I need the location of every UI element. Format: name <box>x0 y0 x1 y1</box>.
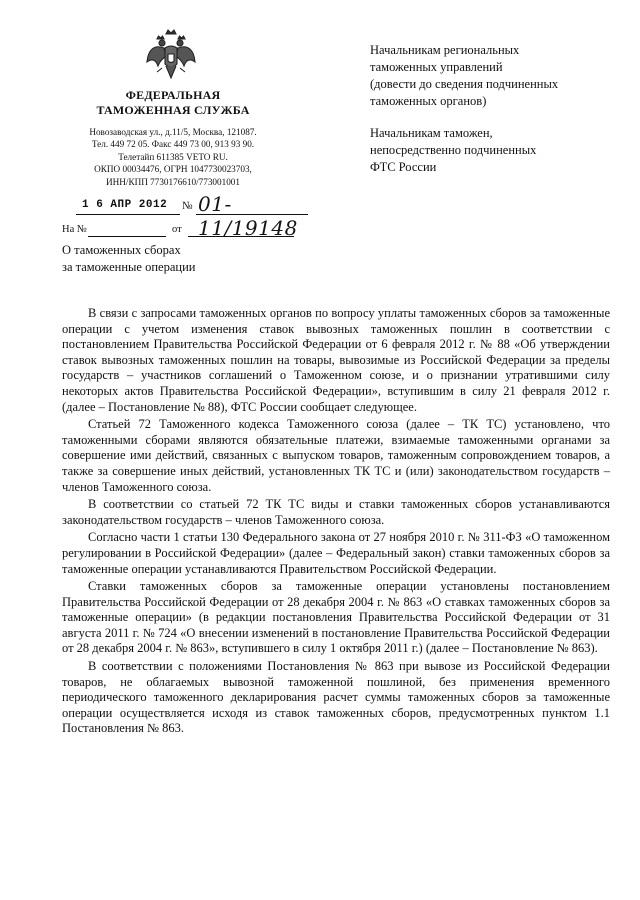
body-paragraph: Согласно части 1 статьи 130 Федерального закона от 27 ноября 2010 г. № 311-ФЗ «О таможенном регулировании в Российской Федерации» (далее – Федеральный закон) ставки таможенных сборов за таможенные операции устанавливаются Правительством Российской Федерации. <box>62 530 610 576</box>
addressee-line: непосредственно подчиненных <box>370 143 537 157</box>
letter-subject <box>62 242 195 276</box>
body-paragraph: В связи с запросами таможенных органов по вопросу уплаты таможенных сборов за таможенные операции с учетом изменения ставок вывозных таможенных пошлин в соответствии с постановлением Правительства Российской Федерации от 6 февраля 2012 г. № 88 «Об утверждении ставок вывозных таможенных пошлин на товары, вывозимые из Российской Федерации за пределы государств – участников соглашений о Таможенном союзе, и о признании утратившими силу некоторых актов Правительства Российской Федерации», вступившим в силу 21 февраля 2012 г. (далее – Постановление № 88), ФТС России сообщает следующее. <box>62 306 610 414</box>
addressee-line: Начальникам таможен, <box>370 126 493 140</box>
subject-line2: за таможенные операции <box>62 260 196 274</box>
organization-address <box>60 126 286 188</box>
reference-number-label: На № <box>62 224 87 235</box>
addressee-line: Начальникам региональных <box>370 43 520 57</box>
address-line: Телетайп 611385 VETO RU. <box>118 151 228 162</box>
reference-number-blank <box>88 236 166 237</box>
address-line: Новозаводская ул., д.11/5, Москва, 121087. <box>89 127 257 137</box>
org-name-line1: ФЕДЕРАЛЬНАЯ <box>125 88 221 102</box>
registration-number: 01-11/19148 <box>198 192 298 240</box>
eagle-emblem-icon <box>144 28 198 84</box>
addressee-line: ФТС России <box>370 160 437 174</box>
reference-row <box>62 224 302 240</box>
address-line: ОКПО 00034476, ОГРН 1047730023703, <box>94 164 252 175</box>
address-line: ИНН/КПП 7730176610/773001001 <box>106 176 240 187</box>
addressee-group-1 <box>370 42 610 110</box>
reference-from-label: от <box>172 224 182 235</box>
letter-body <box>62 306 610 739</box>
body-paragraph: В соответствии с положениями Постановления № 863 при вывозе из Российской Федерации товаров, не облагаемых вывозной таможенной пошлиной, без применения временного периодического таможенного декларирования расчет суммы таможенных сборов за таможенные операции осуществляется исходя из ставок таможенных сборов, предусмотренных пунктом 1.1 Постановления № 863. <box>62 659 610 736</box>
body-paragraph: Статьей 72 Таможенного кодекса Таможенного союза (далее – ТК ТС) установлено, что таможенными сборами являются обязательные платежи, взимаемые таможенными органами за совершение ими действий, связанных с выпуском товаров, таможенным сопровождением товаров, а также за совершение иных действий, установленных ТК ТС и (или) законодательством государств – членов Таможенного союза. <box>62 417 610 494</box>
organization-name <box>60 88 286 118</box>
body-paragraph: В соответствии со статьей 72 ТК ТС виды и ставки таможенных сборов устанавливаются законодательством государств – членов Таможенного союза. <box>62 497 610 527</box>
addressee-line: таможенных управлений <box>370 60 503 74</box>
number-underline <box>196 214 308 215</box>
addressee-block <box>370 42 610 191</box>
number-label: № <box>182 200 193 212</box>
addressee-group-2 <box>370 125 610 176</box>
subject-line1: О таможенных сборах <box>62 243 181 257</box>
registration-date: 1 6 АПР 2012 <box>82 199 168 211</box>
body-paragraph: Ставки таможенных сборов за таможенные операции установлены постановлением Правительства Российской Федерации от 28 декабря 2004 г. № 863 «О ставках таможенных сборов за таможенные операции» (в редакции постановления Правительства Российской Федерации от 31 августа 2011 г. № 724 «О внесении изменений в постановление Правительства Российской Федерации от 28 декабря 2004 г. № 863», вступившего в силу 1 октября 2011 г.) (далее – Постановление № 863). <box>62 579 610 656</box>
org-name-line2: ТАМОЖЕННАЯ СЛУЖБА <box>96 103 250 117</box>
date-underline <box>76 214 180 215</box>
reference-date-blank <box>188 236 294 237</box>
addressee-line: таможенных органов) <box>370 94 487 108</box>
address-line: Тел. 449 72 05. Факс 449 73 00, 913 93 90. <box>91 139 255 150</box>
addressee-line: (довести до сведения подчиненных <box>370 77 559 91</box>
